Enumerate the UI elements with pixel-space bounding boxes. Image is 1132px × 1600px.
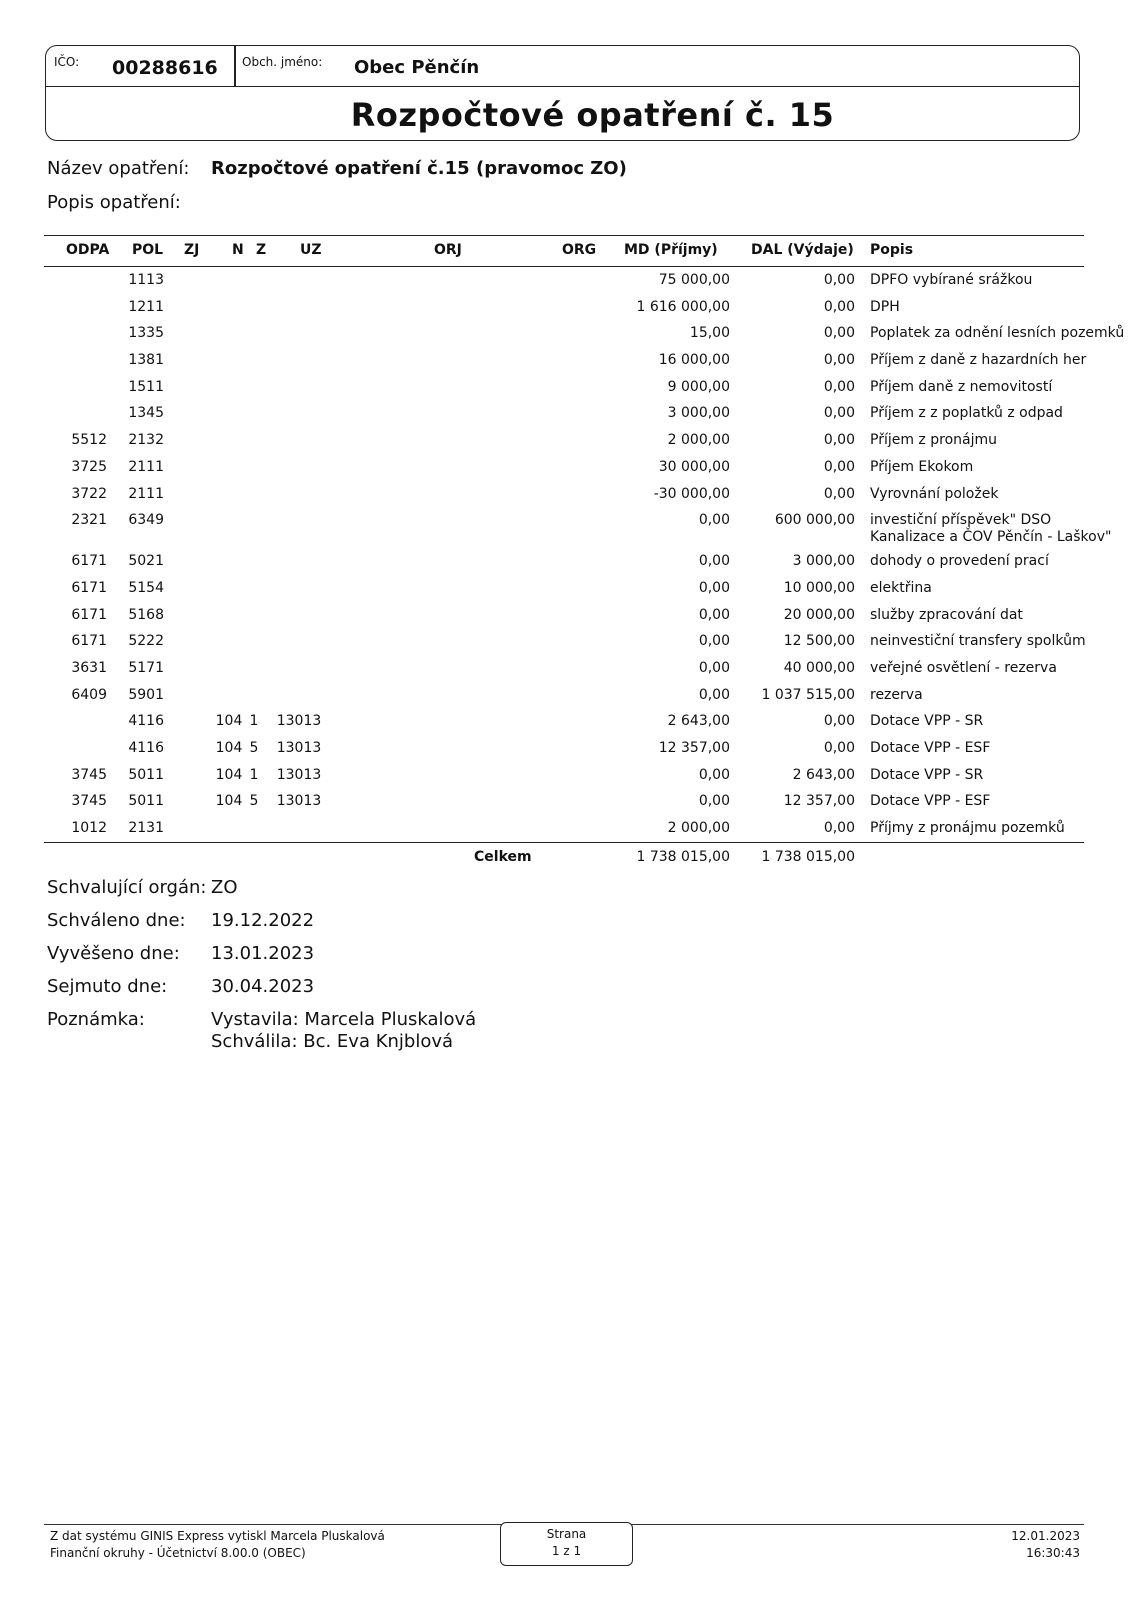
table-row <box>44 575 1084 602</box>
cell-popis: elektřina <box>870 579 932 596</box>
cell-odpa: 5512 <box>71 432 107 449</box>
cell-md: 0,00 <box>698 659 730 676</box>
table-row <box>44 815 1084 842</box>
cell-popis: Dotace VPP - ESF <box>870 793 991 810</box>
cell-uz: 13013 <box>276 740 322 756</box>
table-body <box>44 267 1125 842</box>
document-title: Rozpočtové opatření č. 15 <box>350 96 835 134</box>
cell-dal: 0,00 <box>823 352 855 369</box>
cell-odpa: 6409 <box>71 686 107 703</box>
sejmuto-label: Sejmuto dne: <box>47 976 168 997</box>
cell-md: 2 643,00 <box>667 713 730 730</box>
cell-odpa: 3745 <box>71 766 107 783</box>
page-value: 1 z 1 <box>551 1544 582 1558</box>
cell-popis: Poplatek za odnění lesních pozemků <box>870 325 1125 342</box>
name-label: Obch. jméno: <box>242 55 323 69</box>
cell-odpa: 3725 <box>71 458 107 475</box>
nazev-value: Rozpočtové opatření č.15 (pravomoc ZO) <box>211 158 627 179</box>
cell-md: 30 000,00 <box>658 458 730 475</box>
cell-dal: 12 500,00 <box>783 633 855 650</box>
cell-z: 5 <box>249 793 259 810</box>
cell-dal: 600 000,00 <box>774 512 855 529</box>
cell-popis: rezerva <box>870 686 923 703</box>
cell-popis: DPFO vybírané srážkou <box>870 272 1033 288</box>
footer-source-line-1: Z dat systému GINIS Express vytiskl Marcela Pluskalová <box>50 1529 385 1543</box>
table-row <box>44 548 1084 575</box>
cell-popis: Příjem z pronájmu <box>870 432 997 449</box>
organ-label: Schvalující orgán: <box>47 877 207 898</box>
cell-popis: Příjem z z poplatků z odpad <box>870 405 1063 422</box>
table-row <box>44 267 1084 294</box>
cell-md: 12 357,00 <box>658 740 730 756</box>
col-orj: ORJ <box>434 242 462 258</box>
cell-pol: 5171 <box>128 659 164 676</box>
organ-value: ZO <box>211 877 238 898</box>
cell-dal: 1 037 515,00 <box>761 686 855 703</box>
footer-source <box>50 1528 385 1562</box>
cell-md: 0,00 <box>698 512 730 529</box>
vyveseno-label: Vyvěšeno dne: <box>47 943 180 964</box>
cell-dal: 10 000,00 <box>783 579 855 596</box>
col-uz: UZ <box>300 242 322 258</box>
table-header <box>44 235 1084 267</box>
table-row <box>44 320 1125 347</box>
cell-odpa: 6171 <box>71 633 107 650</box>
cell-odpa: 2321 <box>71 512 107 529</box>
cell-md: 0,00 <box>698 686 730 703</box>
cell-popis: Příjmy z pronájmu pozemků <box>870 820 1065 837</box>
col-org: ORG <box>562 242 597 258</box>
print-timestamp <box>960 1528 1080 1562</box>
col-popis: Popis <box>870 242 914 258</box>
col-z: Z <box>256 242 267 258</box>
name-value: Obec Pěnčín <box>354 57 480 78</box>
table-row <box>44 628 1084 655</box>
header-id-row <box>46 46 1079 87</box>
cell-pol: 4116 <box>128 740 164 756</box>
footer-source-line-2: Finanční okruhy - Účetnictví 8.00.0 (OBEC) <box>50 1546 306 1560</box>
cell-dal: 2 643,00 <box>792 766 855 783</box>
cell-dal: 0,00 <box>823 740 855 756</box>
cell-z: 1 <box>249 713 259 730</box>
cell-zj: 104 <box>215 793 243 810</box>
table-row <box>44 374 1084 401</box>
popis-label: Popis opatření: <box>47 192 181 213</box>
total-md: 1 738 015,00 <box>636 848 730 865</box>
cell-pol: 1335 <box>128 325 164 342</box>
cell-md: 0,00 <box>698 606 730 623</box>
cell-dal: 0,00 <box>823 458 855 475</box>
cell-md: 3 000,00 <box>667 405 730 422</box>
ico-label: IČO: <box>54 55 80 69</box>
cell-pol: 5901 <box>128 686 164 703</box>
cell-odpa: 3722 <box>71 485 107 502</box>
table-row <box>44 294 1084 321</box>
cell-pol: 1381 <box>128 352 164 369</box>
cell-pol: 1511 <box>128 378 164 395</box>
schvaleno-value: 19.12.2022 <box>211 910 315 931</box>
cell-dal: 0,00 <box>823 713 855 730</box>
cell-md: 0,00 <box>698 633 730 650</box>
cell-pol: 5222 <box>128 633 164 650</box>
cell-dal: 0,00 <box>823 272 855 288</box>
cell-dal: 0,00 <box>823 325 855 342</box>
print-time: 16:30:43 <box>1026 1546 1080 1560</box>
page-indicator <box>500 1522 633 1566</box>
cell-pol: 6349 <box>128 512 164 529</box>
nazev-label: Název opatření: <box>47 158 190 179</box>
cell-dal: 0,00 <box>823 432 855 449</box>
table-total-row <box>44 842 1084 871</box>
poznamka-line-2: Schválila: Bc. Eva Knjblová <box>211 1031 454 1052</box>
cell-zj: 104 <box>215 713 243 730</box>
cell-dal: 12 357,00 <box>783 793 855 810</box>
col-odpa: ODPA <box>66 242 110 258</box>
cell-pol: 5154 <box>128 579 164 596</box>
cell-popis: DPH <box>870 298 900 315</box>
cell-popis: Příjem daně z nemovitostí <box>870 378 1053 395</box>
col-dal: DAL (Výdaje) <box>751 242 854 258</box>
cell-z: 5 <box>249 740 259 756</box>
cell-pol: 5021 <box>128 553 164 570</box>
cell-dal: 20 000,00 <box>783 606 855 623</box>
table-row <box>44 708 1084 735</box>
header-divider <box>234 46 236 86</box>
cell-dal: 0,00 <box>823 298 855 315</box>
ico-value: 00288616 <box>112 57 218 79</box>
cell-odpa: 6171 <box>71 606 107 623</box>
page-label: Strana <box>546 1527 587 1541</box>
cell-popis: veřejné osvětlení - rezerva <box>870 659 1057 676</box>
table-row <box>44 427 1084 454</box>
cell-uz: 13013 <box>276 793 322 810</box>
cell-md: 0,00 <box>698 766 730 783</box>
schvaleno-label: Schváleno dne: <box>47 910 186 931</box>
table-row <box>44 347 1087 374</box>
cell-popis: investiční příspěvek" DSO Kanalizace a ČOV Pěnčín - Laškov" <box>870 512 1112 546</box>
cell-odpa: 6171 <box>71 553 107 570</box>
cell-odpa: 3631 <box>71 659 107 676</box>
cell-md: 15,00 <box>689 325 730 342</box>
cell-md: 2 000,00 <box>667 820 730 837</box>
poznamka-label: Poznámka: <box>47 1009 145 1030</box>
cell-pol: 1345 <box>128 405 164 422</box>
table-row <box>44 481 1084 508</box>
cell-popis: Příjem Ekokom <box>870 458 974 475</box>
cell-uz: 13013 <box>276 766 322 783</box>
cell-pol: 2132 <box>128 432 164 449</box>
cell-pol: 2111 <box>128 485 164 502</box>
col-n: N <box>232 242 244 258</box>
cell-pol: 5168 <box>128 606 164 623</box>
sejmuto-value: 30.04.2023 <box>211 976 315 997</box>
cell-dal: 3 000,00 <box>792 553 855 570</box>
cell-pol: 5011 <box>128 766 164 783</box>
table-row <box>44 735 1084 762</box>
cell-popis: neinvestiční transfery spolkům <box>870 633 1086 650</box>
cell-pol: 2131 <box>128 820 164 837</box>
cell-zj: 104 <box>215 740 243 756</box>
cell-pol: 2111 <box>128 458 164 475</box>
budget-table <box>44 235 1125 871</box>
cell-md: 1 616 000,00 <box>636 298 730 315</box>
table-row <box>44 788 1084 815</box>
cell-odpa: 1012 <box>71 820 107 837</box>
cell-md: -30 000,00 <box>653 485 730 502</box>
cell-pol: 4116 <box>128 713 164 730</box>
cell-md: 0,00 <box>698 579 730 596</box>
cell-uz: 13013 <box>276 713 322 730</box>
cell-pol: 1113 <box>128 272 164 288</box>
poznamka-line-1: Vystavila: Marcela Pluskalová <box>211 1009 477 1030</box>
col-md: MD (Příjmy) <box>624 242 718 258</box>
table-row <box>44 762 1084 789</box>
cell-popis: Dotace VPP - SR <box>870 713 984 730</box>
cell-popis: Příjem z daně z hazardních her <box>870 352 1087 369</box>
cell-dal: 0,00 <box>823 378 855 395</box>
cell-dal: 0,00 <box>823 485 855 502</box>
document-header <box>45 45 1080 141</box>
cell-popis: dohody o provedení prací <box>870 553 1049 570</box>
cell-popis: Dotace VPP - SR <box>870 766 984 783</box>
cell-zj: 104 <box>215 766 243 783</box>
table-row <box>44 507 1112 548</box>
cell-pol: 1211 <box>128 298 164 315</box>
cell-md: 0,00 <box>698 553 730 570</box>
col-pol: POL <box>132 242 164 258</box>
table-row <box>44 655 1084 682</box>
table-row <box>44 682 1084 709</box>
cell-md: 0,00 <box>698 793 730 810</box>
vyveseno-value: 13.01.2023 <box>211 943 315 964</box>
print-date: 12.01.2023 <box>1011 1529 1080 1543</box>
cell-md: 75 000,00 <box>658 272 730 288</box>
cell-popis: služby zpracování dat <box>870 606 1023 623</box>
cell-md: 9 000,00 <box>667 378 730 395</box>
col-zj: ZJ <box>184 242 200 258</box>
cell-pol: 5011 <box>128 793 164 810</box>
cell-dal: 0,00 <box>823 820 855 837</box>
total-label: Celkem <box>474 848 532 865</box>
cell-z: 1 <box>249 766 259 783</box>
cell-popis: Dotace VPP - ESF <box>870 740 991 756</box>
cell-odpa: 6171 <box>71 579 107 596</box>
cell-odpa: 3745 <box>71 793 107 810</box>
cell-dal: 0,00 <box>823 405 855 422</box>
table-row <box>44 454 1084 481</box>
table-row <box>44 400 1084 427</box>
cell-md: 2 000,00 <box>667 432 730 449</box>
table-row <box>44 602 1084 629</box>
cell-dal: 40 000,00 <box>783 659 855 676</box>
total-dal: 1 738 015,00 <box>761 848 855 865</box>
cell-popis: Vyrovnání položek <box>870 485 999 502</box>
cell-md: 16 000,00 <box>658 352 730 369</box>
